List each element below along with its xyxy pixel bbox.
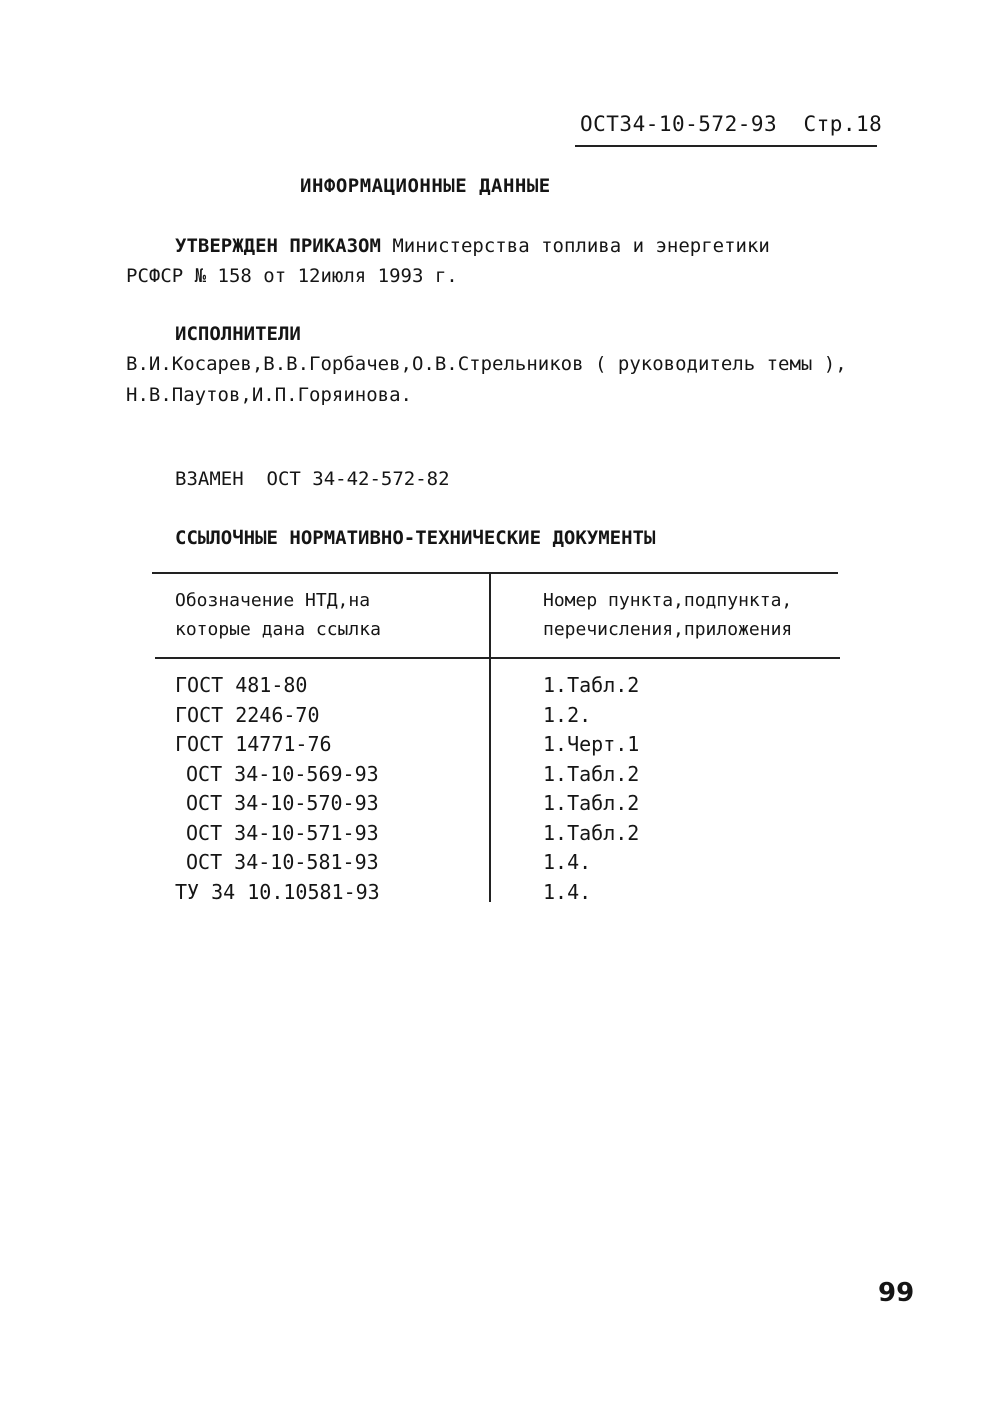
- table-col1: [175, 671, 380, 907]
- approved-line2: РСФСР № 158 от 12июля 1993 г.: [126, 265, 458, 287]
- page-label: Стр.18: [803, 112, 883, 136]
- table-row: ГОСТ 2246-70: [175, 702, 320, 727]
- executors-heading: ИСПОЛНИТЕЛИ: [175, 323, 301, 345]
- replaces-value: ОСТ 34-42-572-82: [266, 468, 450, 490]
- executors-line2: Н.В.Паутов,И.П.Горяинова.: [126, 384, 412, 406]
- col1-header: [175, 586, 381, 644]
- page-number: 99: [878, 1278, 915, 1308]
- table-row: ОСТ 34-10-581-93: [186, 850, 379, 874]
- table-row: ОСТ 34-10-569-93: [186, 761, 379, 786]
- table-top-rule: [152, 572, 838, 574]
- col2-header: [543, 586, 792, 644]
- table-row: ГОСТ 14771-76: [175, 732, 332, 756]
- approved-lead: УТВЕРЖДЕН ПРИКАЗОМ: [175, 235, 381, 257]
- header-rule: [575, 145, 877, 147]
- replaces-line: [175, 468, 450, 490]
- table-header-rule: [155, 657, 840, 659]
- table-row: ГОСТ 481-80: [175, 673, 308, 697]
- col2-header-line1: Номер пункта,подпункта,: [543, 590, 793, 611]
- col2-header-line2: перечисления,приложения: [543, 619, 793, 640]
- table-cell: 1.Табл.2: [543, 761, 640, 786]
- approved-rest: Министерства топлива и энергетики: [392, 235, 770, 257]
- section-title: ИНФОРМАЦИОННЫЕ ДАННЫЕ: [300, 175, 551, 197]
- table-col2: [543, 671, 639, 907]
- col1-header-line2: которые дана ссылка: [175, 619, 381, 640]
- table-cell: 1.Черт.1: [543, 732, 640, 756]
- table-row: ТУ 34 10.10581-93: [175, 879, 380, 904]
- table-row: ОСТ 34-10-571-93: [186, 820, 379, 845]
- table-cell: 1.Табл.2: [543, 673, 640, 697]
- col1-header-line1: Обозначение НТД,на: [175, 590, 371, 611]
- refs-title: ССЫЛОЧНЫЕ НОРМАТИВНО-ТЕХНИЧЕСКИЕ ДОКУМЕНТЫ: [175, 527, 656, 549]
- table-cell: 1.4.: [543, 850, 592, 874]
- table-row: ОСТ 34-10-570-93: [186, 791, 379, 815]
- table-column-divider: [489, 574, 491, 902]
- table-cell: 1.4.: [543, 879, 592, 904]
- approved-line1: [175, 235, 770, 257]
- replaces-label: ВЗАМЕН: [175, 468, 244, 490]
- table-cell: 1.Табл.2: [543, 791, 640, 815]
- table-cell: 1.2.: [543, 702, 592, 727]
- doc-code: ОСТ34-10-572-93: [580, 112, 778, 136]
- executors-line1: В.И.Косарев,В.В.Горбачев,О.В.Стрельников ( руководитель темы ),: [126, 353, 847, 375]
- table-cell: 1.Табл.2: [543, 820, 640, 845]
- page-header: [580, 112, 882, 136]
